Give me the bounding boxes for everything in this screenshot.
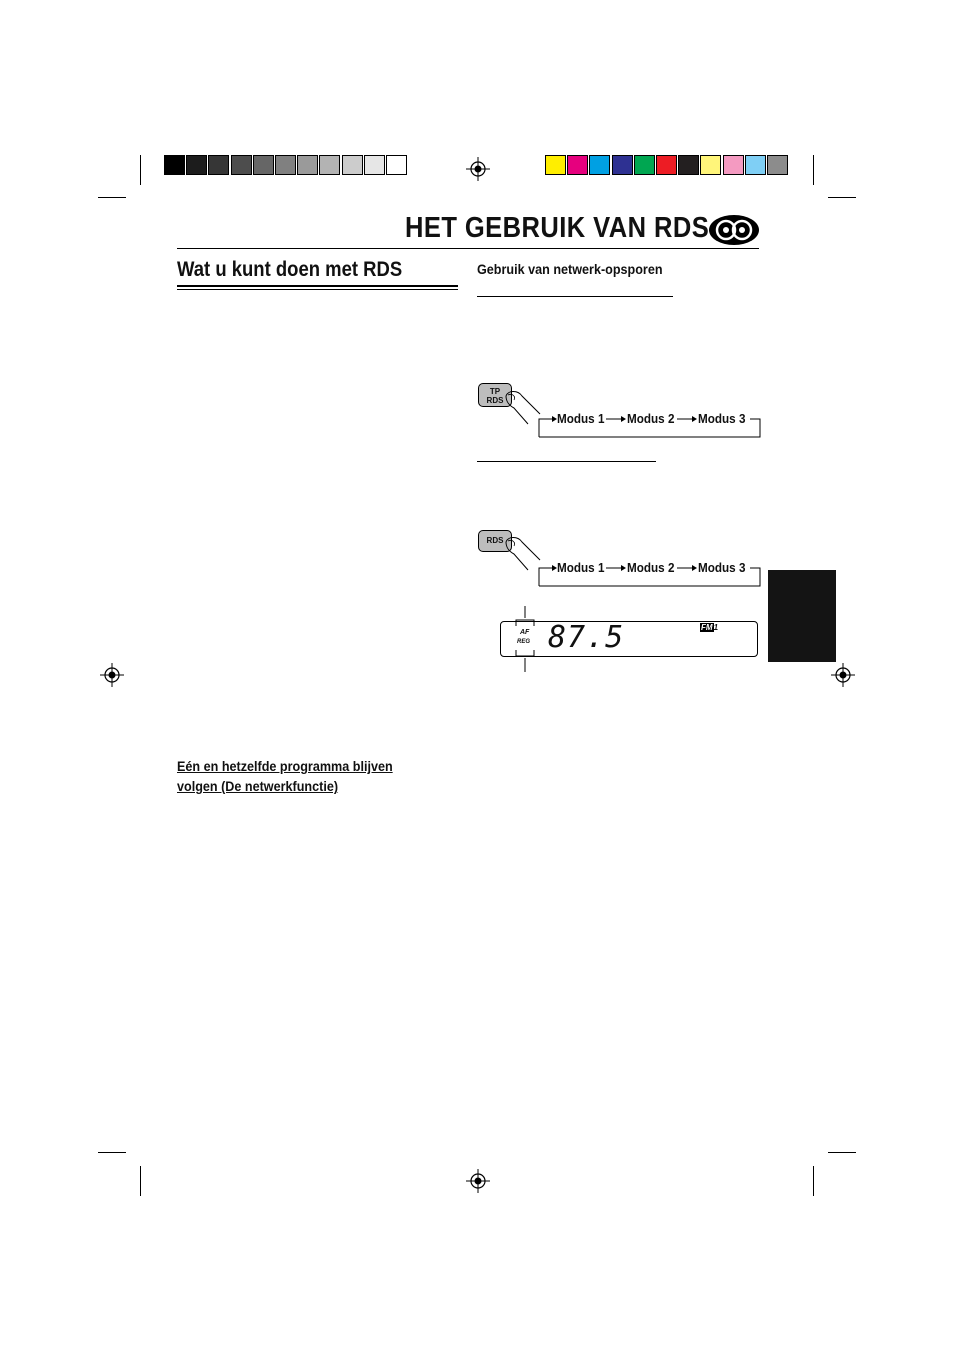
color-swatch (589, 155, 610, 175)
mode-label: Modus 3 (698, 560, 746, 575)
gray-swatch (164, 155, 185, 175)
color-swatch (612, 155, 633, 175)
title-rule (177, 248, 759, 249)
crop-mark (98, 1152, 126, 1153)
band-label: FM (701, 623, 713, 632)
mode-label: Modus 1 (557, 560, 605, 575)
registration-target-icon (831, 663, 855, 687)
button-label: RDS (486, 536, 504, 545)
gray-swatch (386, 155, 407, 175)
right-heading: Gebruik van netwerk-opsporen (477, 261, 663, 277)
mode-label: Modus 2 (627, 560, 675, 575)
crop-mark (813, 155, 814, 185)
frequency-readout: 87.5 (548, 620, 625, 655)
mode-label: Modus 1 (557, 411, 605, 426)
crop-mark (828, 1152, 856, 1153)
color-swatch (567, 155, 588, 175)
rule (477, 461, 656, 462)
gray-swatch (186, 155, 207, 175)
gray-swatch (297, 155, 318, 175)
band-indicator (700, 623, 718, 632)
heading-double-rule (177, 289, 458, 290)
color-swatch (723, 155, 744, 175)
button-label-line1: TP (489, 387, 501, 396)
crop-mark (813, 1166, 814, 1196)
band-number: 1 (713, 623, 719, 632)
mode-label: Modus 2 (627, 411, 675, 426)
subsection-heading-line1: Eén en hetzelfde programma blijven (177, 758, 393, 774)
mode-label: Modus 3 (698, 411, 746, 426)
button-label-line2: RDS (486, 396, 504, 405)
color-swatch (545, 155, 566, 175)
crop-mark (140, 155, 141, 185)
crop-mark (140, 1166, 141, 1196)
registration-target-icon (466, 1169, 490, 1193)
registration-target-icon (466, 157, 490, 181)
page-title: HET GEBRUIK VAN RDS (405, 212, 710, 244)
af-indicator: AF (520, 629, 530, 636)
color-swatch (634, 155, 655, 175)
lcd-display (500, 621, 758, 657)
color-swatch (678, 155, 699, 175)
rds-disc-icon (708, 214, 760, 246)
rule (477, 296, 673, 297)
gray-swatch (342, 155, 363, 175)
gray-swatch (275, 155, 296, 175)
color-swatch (700, 155, 721, 175)
registration-target-icon (100, 663, 124, 687)
subsection-heading-line2: volgen (De netwerkfunctie) (177, 778, 339, 794)
section-heading: Wat u kunt doen met RDS (177, 258, 403, 281)
crop-mark (828, 197, 856, 198)
gray-swatch (231, 155, 252, 175)
gray-swatch (253, 155, 274, 175)
gray-swatch (364, 155, 385, 175)
gray-swatch (319, 155, 340, 175)
reg-indicator: REG (517, 639, 531, 645)
crop-mark (98, 197, 126, 198)
heading-double-rule (177, 285, 458, 287)
color-swatch (767, 155, 788, 175)
color-swatch (745, 155, 766, 175)
language-tab (768, 570, 836, 662)
gray-swatch (208, 155, 229, 175)
color-swatch (656, 155, 677, 175)
